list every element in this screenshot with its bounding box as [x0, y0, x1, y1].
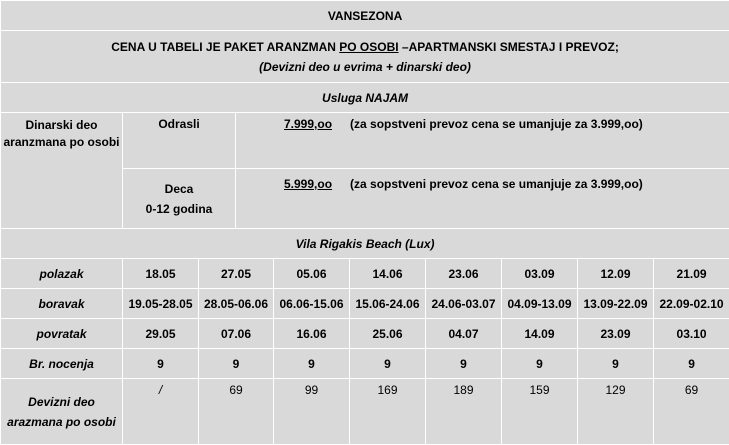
adults-price-cell: [236, 113, 729, 169]
povratak-cell: 29.05: [123, 319, 199, 349]
polazak-cell: 23.06: [426, 259, 502, 289]
nocenja-cell: 9: [199, 349, 274, 379]
adults-label: Odrasli: [123, 113, 236, 169]
currency-note: (Devizni deo u evrima + dinarski deo): [3, 57, 727, 77]
nocenja-cell: 9: [274, 349, 350, 379]
povratak-cell: 16.06: [274, 319, 350, 349]
children-label: Deca 0-12 godina: [123, 169, 236, 229]
polazak-cell: 21.09: [654, 259, 729, 289]
adults-price: 7.999,oo: [284, 117, 332, 131]
price-info: [1, 31, 729, 83]
season-title: VANSEZONA: [1, 1, 729, 31]
table-row: [1, 289, 729, 319]
polazak-cell: 18.05: [123, 259, 199, 289]
row-label-povratak: povratak: [1, 319, 123, 349]
devizni-cell: 69: [199, 379, 274, 445]
devizni-cell: 69: [654, 379, 729, 445]
nocenja-cell: 9: [578, 349, 654, 379]
table-row: [1, 319, 729, 349]
children-price: 5.999,oo: [284, 177, 332, 191]
povratak-cell: 14.09: [502, 319, 578, 349]
boravak-cell: 28.05-06.06: [199, 289, 274, 319]
devizni-cell: 99: [274, 379, 350, 445]
polazak-cell: 05.06: [274, 259, 350, 289]
devizni-cell: 159: [502, 379, 578, 445]
boravak-cell: 19.05-28.05: [123, 289, 199, 319]
table-row: [1, 259, 729, 289]
povratak-cell: 23.09: [578, 319, 654, 349]
polazak-cell: 12.09: [578, 259, 654, 289]
dinarski-label: Dinarski deo aranzmana po osobi: [1, 113, 123, 229]
povratak-cell: 03.10: [654, 319, 729, 349]
boravak-cell: 15.06-24.06: [350, 289, 426, 319]
price-info-line: CENA U TABELI JE PAKET ARANZMAN PO OSOBI –APARTMANSKI SMESTAJ I PREVOZ;: [3, 37, 727, 57]
boravak-cell: 24.06-03.07: [426, 289, 502, 319]
nocenja-cell: 9: [502, 349, 578, 379]
povratak-cell: 04.07: [426, 319, 502, 349]
row-label-nocenja: Br. nocenja: [1, 349, 123, 379]
boravak-cell: 06.06-15.06: [274, 289, 350, 319]
povratak-cell: 07.06: [199, 319, 274, 349]
nocenja-cell: 9: [654, 349, 729, 379]
row-label-polazak: polazak: [1, 259, 123, 289]
devizni-cell: /: [123, 379, 199, 445]
villa-name: Vila Rigakis Beach (Lux): [1, 229, 729, 259]
polazak-cell: 27.05: [199, 259, 274, 289]
devizni-cell: 129: [578, 379, 654, 445]
table-row: [1, 379, 729, 445]
devizni-cell: 169: [350, 379, 426, 445]
adults-note: (za sopstveni prevoz cena se umanjuje za 3.999,oo): [350, 117, 643, 131]
boravak-cell: 22.09-02.10: [654, 289, 729, 319]
povratak-cell: 25.06: [350, 319, 426, 349]
row-label-boravak: boravak: [1, 289, 123, 319]
service-title: Usluga NAJAM: [1, 83, 729, 113]
polazak-cell: 03.09: [502, 259, 578, 289]
devizni-cell: 189: [426, 379, 502, 445]
po-osobi-underlined: PO OSOBI: [339, 40, 398, 54]
children-price-cell: [236, 169, 729, 229]
row-label-devizni: Devizni deo arazmana po osobi: [1, 379, 123, 445]
nocenja-cell: 9: [123, 349, 199, 379]
polazak-cell: 14.06: [350, 259, 426, 289]
boravak-cell: 13.09-22.09: [578, 289, 654, 319]
children-note: (za sopstveni prevoz cena se umanjuje za 3.999,oo): [350, 177, 643, 191]
nocenja-cell: 9: [426, 349, 502, 379]
boravak-cell: 04.09-13.09: [502, 289, 578, 319]
table-row: [1, 349, 729, 379]
nocenja-cell: 9: [350, 349, 426, 379]
